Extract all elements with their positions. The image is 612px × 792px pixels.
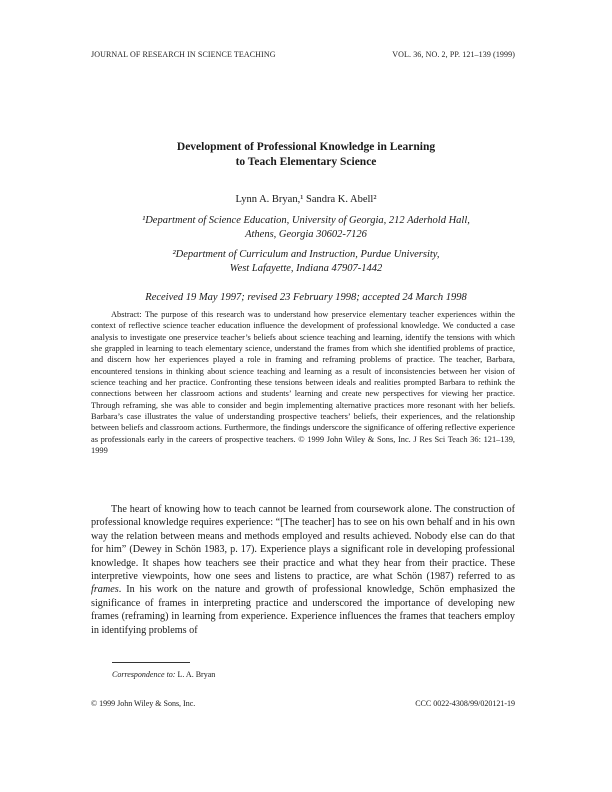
title-line-2: to Teach Elementary Science	[235, 156, 377, 168]
affiliation-2-line-1: ²Department of Curriculum and Instruction, Purdue University,	[172, 249, 440, 260]
affiliation-2	[0, 248, 612, 276]
body-paragraph	[91, 503, 515, 637]
footnote	[112, 670, 215, 679]
authors: Lynn A. Bryan,¹ Sandra K. Abell²	[235, 194, 377, 205]
footer-copyright: © 1999 John Wiley & Sons, Inc.	[91, 699, 196, 708]
body-text-emphasis: frames	[91, 584, 119, 596]
article-title	[0, 140, 612, 170]
footnote-text: L. A. Bryan	[175, 670, 216, 679]
body-text-part-1: The heart of knowing how to teach cannot be learned from coursework alone. The construction of professional knowledge requires experience: “[The teacher] has to see on his own behalf and in his own way the relation between means and methods employed and results achieved. Nobody else can do that for him” (Dewey in Schön 1983, p. 17). Experience plays a significant role in developing professional knowledge. It shapes how teachers see their practice and what they hear from their practice. These interpretive viewpoints, how one sees and listens to practice, are what Schön (1987) referred to as	[91, 504, 515, 583]
affiliation-1-line-1: ¹Department of Science Education, University of Georgia, 212 Aderhold Hall,	[142, 215, 470, 226]
running-head-volume: VOL. 36, NO. 2, PP. 121–139 (1999)	[392, 50, 515, 59]
affiliation-2-line-2: West Lafayette, Indiana 47907-1442	[229, 263, 383, 274]
affiliation-1	[0, 214, 612, 242]
running-head-journal: JOURNAL OF RESEARCH IN SCIENCE TEACHING	[91, 50, 276, 59]
abstract: Abstract: The purpose of this research was to understand how preservice elementary teacher experiences within the context of reflective science teacher education influence the development of professional knowledge. We conducted a case analysis to investigate one preservice teacher’s beliefs about science teaching and learning, identify the tensions with which she grappled in learning to teach elementary science, understand the frames from which she identified problems of practice, and discern how her experiences played a role in framing and reframing problems of practice. The teacher, Barbara, encountered tensions in thinking about science teaching and learning as a result of inconsistencies between her vision of science teaching and her practice. Confronting these tensions between ideals and realities prompted Barbara to rethink the connections between her classroom actions and students’ learning and create new perspectives for viewing her practice. Through reframing, she was able to consider and begin implementing alternative practices more resonant with her beliefs. Barbara’s case illustrates the value of understanding prospective teachers’ beliefs, their experiences, and the relationship between beliefs and classroom actions. Furthermore, the findings underscore the significance of offering reflective experience as professionals early in the careers of prospective teachers. © 1999 John Wiley & Sons, Inc. J Res Sci Teach 36: 121–139, 1999	[91, 310, 515, 456]
title-line-1: Development of Professional Knowledge in Learning	[176, 141, 436, 153]
received-dates: Received 19 May 1997; revised 23 February 1998; accepted 24 March 1998	[145, 292, 467, 303]
footnote-rule	[112, 662, 190, 663]
body-text-part-2: . In his work on the nature and growth of professional knowledge, Schön emphasized the significance of frames in interpreting practice and underscored the importance of developing new frames (reframing) in learning from experience. Experience influences the frames that teachers employ in identifying problems of	[91, 584, 515, 636]
affiliation-1-line-2: Athens, Georgia 30602-7126	[245, 229, 367, 240]
footer-ccc-code: CCC 0022-4308/99/020121-19	[415, 699, 515, 708]
footnote-label: Correspondence to:	[112, 670, 176, 679]
